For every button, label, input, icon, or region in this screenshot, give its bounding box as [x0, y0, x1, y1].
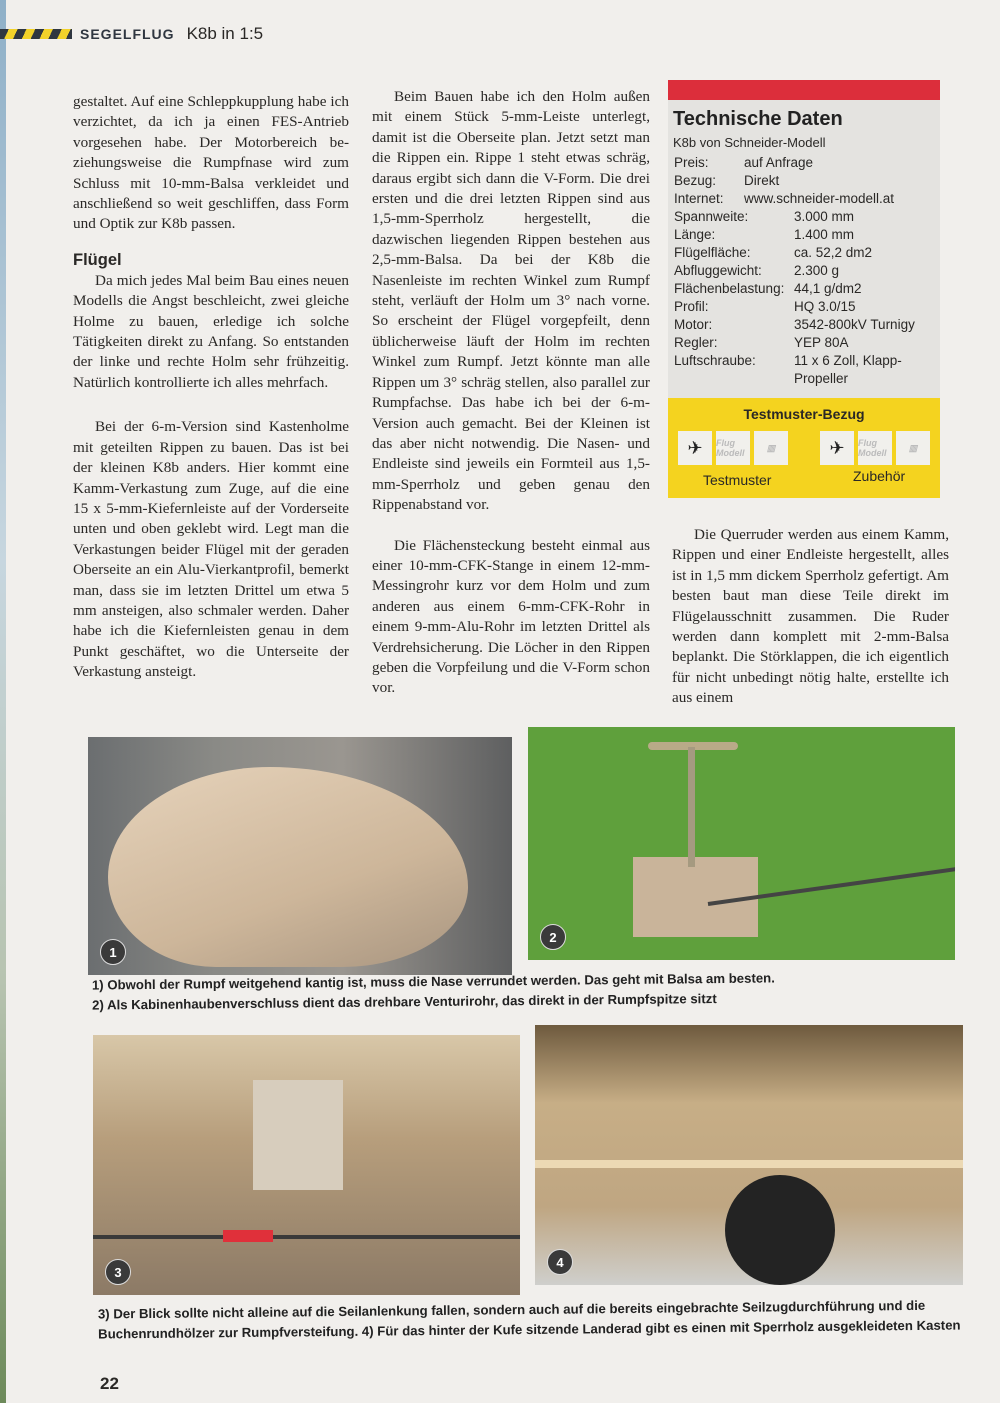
photo-cable-linkage — [93, 1035, 520, 1295]
page-edge — [0, 0, 6, 1403]
spec-value: 3.000 mm — [794, 209, 855, 224]
paragraph: Die Flächensteckung besteht einmal aus einer 10-mm-CFK-Stange in einem 12-mm-Messingrohr kurz vor dem Holm und zum anderen aus einem 6-mm-CFK-Rohr in einem 9-mm-Alu-Rohr im letzten Drittel als Verdrehsicherung. Die Löcher in den Rippen geben die Vorpfeilung und die V-Form schon vor. — [372, 536, 650, 697]
technical-data-box — [668, 80, 940, 498]
spec-key: Luftschraube: — [674, 353, 756, 368]
photo-number-badge: 3 — [105, 1259, 131, 1285]
section-label: SEGELFLUG — [80, 26, 175, 42]
flugmodell-logo-icon: Flug Modell — [858, 431, 892, 465]
spec-value: 44,1 g/dm2 — [794, 281, 862, 296]
spec-key: Motor: — [674, 317, 713, 332]
hazard-stripes — [0, 29, 72, 39]
text-column-2 — [372, 87, 650, 699]
spec-value: 2.300 g — [794, 263, 840, 278]
spec-row — [674, 244, 940, 262]
photo-number-badge: 2 — [540, 924, 566, 950]
caption-photos-1-2 — [92, 968, 775, 1015]
spec-row — [674, 298, 940, 316]
spec-value: ca. 52,2 dm2 — [794, 245, 873, 260]
spec-value: Direkt — [744, 173, 780, 188]
spec-value: HQ 3.0/15 — [794, 299, 856, 314]
spec-row — [674, 262, 940, 280]
testmuster-panel — [668, 398, 940, 498]
caption-line: Buchenrundhölzer zur Rumpfversteifung. 4) Für das hinter der Kufe sitzende Landerad gibt es einen mit Sperrholz ausgekleideten Kasten — [98, 1317, 961, 1342]
photo-landing-wheel — [535, 1025, 963, 1285]
spec-row — [674, 280, 940, 298]
box-title: Technische Daten — [673, 108, 843, 130]
photo-number-badge: 1 — [100, 939, 126, 965]
photo-number-badge: 4 — [547, 1249, 573, 1275]
spec-value: YEP 80A — [794, 335, 849, 350]
spec-key: Abfluggewicht: — [674, 263, 762, 278]
spec-row — [674, 226, 940, 244]
spec-key: Länge: — [674, 227, 716, 242]
paragraph: Da mich jedes Mal beim Bau eines neuen Modells die Angst beschleicht, zwei gleiche Holme zu bauen, erledige ich solche Tätigkeiten direkt zu Anfang. So entstanden der linke und rechte Holm sehr frühzeitig. Natürlich kontrollierte ich alles mehrfach. — [73, 271, 349, 391]
spec-row — [674, 154, 940, 172]
text-column-3 — [672, 525, 949, 709]
spec-key: Flächenbelastung: — [674, 281, 785, 296]
zubehoer-label: Zubehör — [853, 468, 906, 484]
article-title: K8b in 1:5 — [186, 24, 264, 43]
spec-value: auf Anfrage — [744, 155, 814, 170]
spec-value: www.schneider-modell.at — [744, 191, 895, 206]
red-accent-bar — [668, 80, 940, 100]
spec-value: 11 x 6 Zoll, Klapp-Propeller — [794, 353, 902, 386]
spec-row — [674, 352, 940, 388]
caption-line: 3) Der Blick sollte nicht alleine auf die Seilanlenkung fallen, sondern auch auf die bereits eingebrachte Seilzugdurchführung und die — [97, 1297, 926, 1322]
testmuster-label: Testmuster — [703, 472, 772, 488]
spec-key: Spannweite: — [674, 209, 749, 224]
paragraph: Beim Bauen habe ich den Holm außen mit einem Stück 5-mm-Leiste unterlegt, damit ist die Oberseite plan. Jetzt setzt man die Rippen ein. Rippe 1 steht etwas schräg, daraus ergibt sich dann die V-Form. Die drei ersten und die drei letzten Rippen sind aus 1,5-mm-Sperrholz hergestellt, die dazwischen liegenden Rippen bestehen aus 2,5-mm-Balsa. Da bei der K8b die Nasenleiste im rechten Winkel zum Rumpf steht, verläuft der Holm um 3° nach vorne. So erscheint der Flügel vorgepfeilt, denn üblicherweise läuft der Holm im rechten Winkel zum Rumpf. Jetzt könnte man alle Rippen um 3° schräg stellen, also parallel zur Rumpfachse. Das habe ich bei der 6-m-Version auch gemacht. Bei der Kleinen ist das aber nicht notwendig. Die Nasen- und Endleiste sind jeweils ein Formteil aus 1,5-mm-Sperrholz und geben genau den Rippenabstand vor. — [372, 88, 650, 514]
spec-row — [674, 208, 940, 226]
spec-row — [674, 172, 940, 190]
spec-value: 3542-800kV Turnigy — [794, 317, 915, 332]
pilot-plane-icon: ✈ — [678, 431, 712, 465]
spec-key: Flügelfläche: — [674, 245, 751, 260]
box-subtitle: K8b von Schneider-Modell — [673, 135, 826, 150]
flugmodell-logo-icon: Flug Modell — [716, 431, 750, 465]
spec-key: Regler: — [674, 335, 718, 350]
spec-value: 1.400 mm — [794, 227, 855, 242]
photo-fuselage-nose — [88, 737, 512, 975]
page-number: 22 — [100, 1374, 119, 1393]
page-header — [0, 22, 263, 46]
paragraph: gestaltet. Auf eine Schleppkupplung habe ich verzichtet, da ich ja einen FES-Antrieb vorgesehen habe. Der Motorbereich beziehungsweise die Rumpfnase wird zum Schluss mit 10-mm-Balsa verkleidet und anschließend so weit geschliffen, dass Form und Optik zur K8b passen. — [73, 93, 349, 233]
testmuster-title: Testmuster-Bezug — [743, 406, 865, 422]
spec-row — [674, 334, 940, 352]
section-heading: Flügel — [73, 250, 122, 269]
paragraph: Bei der 6-m-Version sind Kastenholme mit geteilten Rippen zu bauen. Das ist bei der kleinen K8b anders. Hier kommt eine Kamm-Verkastung zum Zuge, auf die eine 15 x 5-mm-Kiefernleiste auf der Vorderseite unten und oben geklebt wird. Legt man die Verkastungen beider Flügel mit der geraden Oberseite an ein Alu-Vierkantprofil, bemerkt man, dass sie im letzten Drittel um etwa 5 mm ansteigen, also schmaler werden. Daher habe ich die Kiefernleisten genau in dem Punkt geschäftet, wo die Unterseite der Verkastung ansteigt. — [73, 418, 349, 681]
caption-line: 1) Obwohl der Rumpf weitgehend kantig ist, muss die Nase verrundet werden. Das geht mit Balsa am besten. — [91, 970, 775, 993]
spec-key: Profil: — [674, 299, 709, 314]
spec-row — [674, 190, 940, 208]
pilot-plane-icon: ✈ — [820, 431, 854, 465]
photo-venturi-lock — [528, 727, 955, 960]
spec-key: Preis: — [674, 155, 709, 170]
spec-key: Internet: — [674, 191, 724, 206]
text-column-1 — [73, 92, 349, 683]
spec-key: Bezug: — [674, 173, 717, 188]
paragraph: Die Querruder werden aus einem Kamm, Rippen und einer Endleiste hergestellt, alles ist in 1,5 mm dickem Sperrholz gefertigt. Am besten baut man diese Teile direkt im Flügelausschnitt zusammen. Die Ruder werden dann komplett mit 2-mm-Balsa beplankt. Die Störklappen, die ich eigentlich für nicht unbedingt nötig halte, erstellte ich aus einem — [672, 526, 949, 707]
caption-photos-3-4 — [98, 1295, 961, 1344]
spec-row — [674, 316, 940, 334]
caption-line: 2) Als Kabinenhaubenverschluss dient das drehbare Venturirohr, das direkt in der Rumpfspitze sitzt — [92, 991, 717, 1013]
factory-icon: ▥ — [896, 431, 930, 465]
factory-icon: ▥ — [754, 431, 788, 465]
